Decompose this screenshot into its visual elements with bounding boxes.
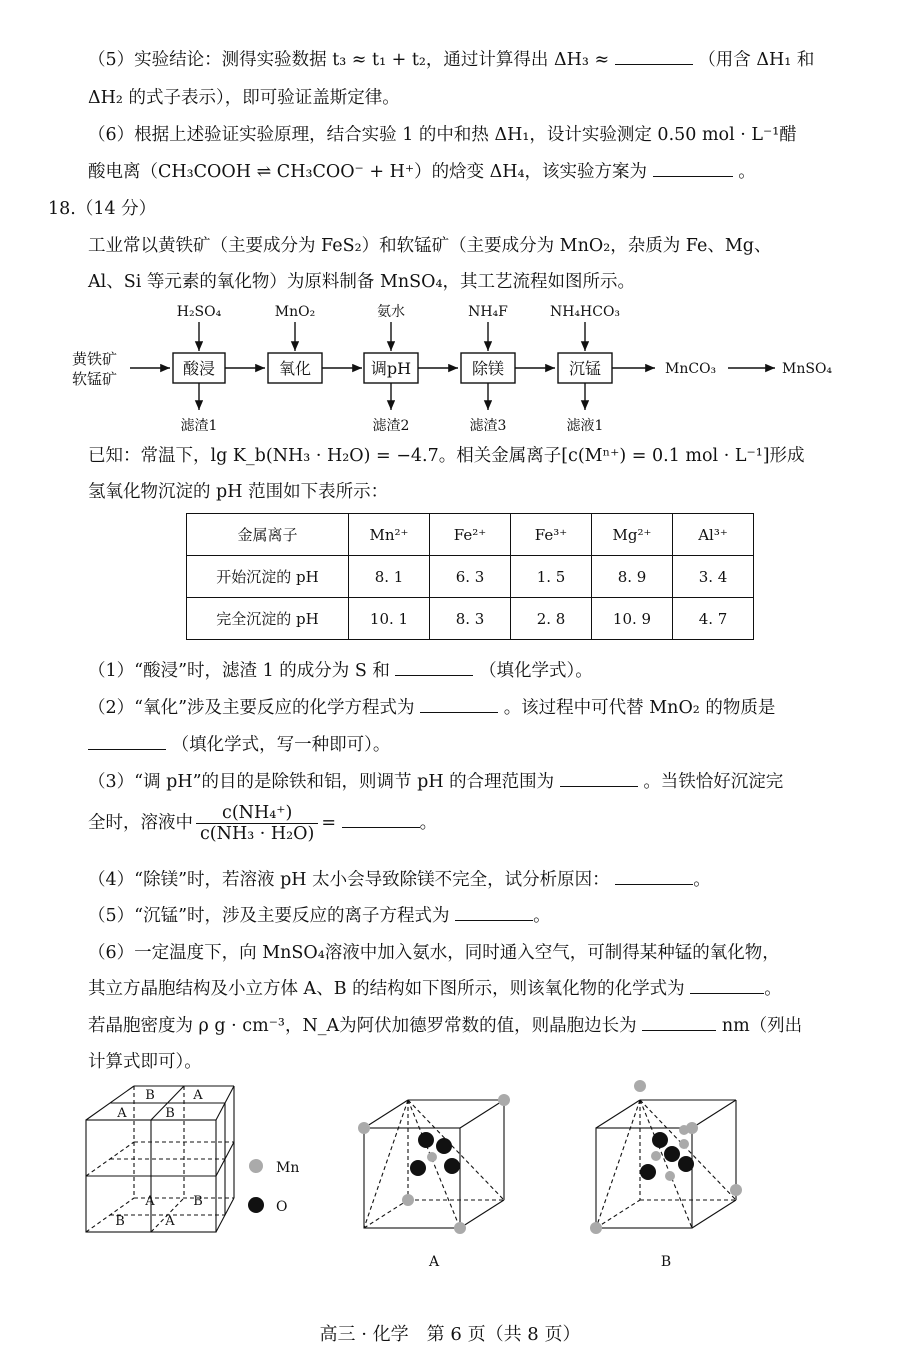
concentration-ratio-fraction bbox=[196, 803, 318, 844]
answer-blank bbox=[642, 1016, 716, 1031]
table-cell: 开始沉淀的 pH bbox=[187, 556, 349, 598]
q18-sub6-line2 bbox=[88, 977, 782, 1001]
punct: 。 bbox=[533, 906, 551, 926]
legend-mn-label: Mn bbox=[276, 1160, 300, 1176]
cell-label: B bbox=[145, 1088, 155, 1103]
q18-sub6-text-3-tail: nm（列出 bbox=[721, 1016, 803, 1036]
q17-part5-line2: ΔH₂ 的式子表示），即可验证盖斯定律。 bbox=[88, 88, 400, 108]
table-cell: 8. 9 bbox=[592, 556, 673, 598]
cube-a-diagram bbox=[358, 1094, 510, 1234]
q18-known-line1: 已知：常温下，lg K_b(NH₃ · H₂O) = −4.7。相关金属离子[c(Mⁿ⁺) = 0.1 mol · L⁻¹]形成 bbox=[88, 446, 805, 466]
waste-residue-3: 滤渣3 bbox=[469, 418, 507, 434]
q18-sub6-text: 其立方晶胞结构及小立方体 A、B 的结构如下图所示，则该氧化物的化学式为 bbox=[88, 979, 685, 999]
ph-precipitation-table bbox=[186, 513, 754, 640]
q18-sub4-text: （4）“除镁”时，若溶液 pH 太小会导致除镁不完全，试分析原因： bbox=[88, 870, 610, 890]
q18-sub3-text-2: 全时，溶液中 bbox=[88, 813, 193, 833]
q18-sub4 bbox=[88, 868, 711, 892]
table-cell: 6. 3 bbox=[430, 556, 511, 598]
table-cell: 3. 4 bbox=[673, 556, 754, 598]
q18-sub5-text: （5）“沉锰”时，涉及主要反应的离子方程式为 bbox=[88, 906, 450, 926]
step-label-adjust-ph: 调pH bbox=[370, 359, 412, 378]
waste-filtrate-1: 滤液1 bbox=[566, 418, 604, 434]
q18-intro-line1: 工业常以黄铁矿（主要成分为 FeS₂）和软锰矿（主要成分为 MnO₂，杂质为 Fe、Mg、 bbox=[88, 236, 772, 256]
fraction-numerator: c(NH₄⁺) bbox=[196, 803, 318, 824]
punct: 。 bbox=[693, 870, 711, 890]
process-flow-diagram bbox=[60, 296, 880, 438]
cube-b-diagram bbox=[590, 1080, 742, 1234]
mn-atom-legend-icon bbox=[249, 1159, 263, 1173]
table-cell: 1. 5 bbox=[511, 556, 592, 598]
reagent-nh4f: NH₄F bbox=[468, 304, 508, 320]
unit-cell-diagram bbox=[86, 1086, 234, 1232]
q18-sub6-line3 bbox=[88, 1014, 802, 1038]
cube-b-label: B bbox=[660, 1254, 672, 1270]
q18-sub3-text: （3）“调 pH”的目的是除铁和铝，则调节 pH 的合理范围为 bbox=[88, 772, 555, 792]
equals-sign: = bbox=[321, 813, 337, 833]
table-header-row bbox=[187, 514, 754, 556]
feed-pyrolusite-label: 软锰矿 bbox=[72, 370, 118, 388]
q18-sub2-line2 bbox=[88, 733, 390, 757]
q17-part6-line2 bbox=[88, 160, 756, 184]
q17-part6-line1: （6）根据上述验证实验原理，结合实验 1 的中和热 ΔH₁，设计实验测定 0.50 mol · L⁻¹醋 bbox=[88, 125, 797, 145]
cell-label: A bbox=[145, 1194, 155, 1209]
cell-label: A bbox=[165, 1214, 175, 1229]
cell-label: A bbox=[193, 1088, 203, 1103]
answer-blank bbox=[395, 661, 473, 676]
q17-part6-text: 酸电离（CH₃COOH ⇌ CH₃COO⁻ + H⁺）的焓变 ΔH₄，该实验方案为 bbox=[88, 162, 648, 182]
o-atom-legend-icon bbox=[248, 1197, 264, 1213]
q18-sub2-text-tail: 。该过程中可代替 MnO₂ 的物质是 bbox=[503, 698, 776, 718]
cube-a-label: A bbox=[428, 1254, 440, 1270]
q18-sub2-line1 bbox=[88, 696, 775, 720]
answer-blank bbox=[615, 50, 693, 65]
q18-number: 18.（14 分） bbox=[48, 199, 157, 219]
answer-blank bbox=[420, 698, 498, 713]
q18-sub5 bbox=[88, 904, 551, 928]
answer-blank bbox=[615, 870, 693, 885]
step-label-remove-mg: 除镁 bbox=[471, 359, 505, 378]
q18-sub3-text-tail: 。当铁恰好沉淀完 bbox=[643, 772, 784, 792]
answer-blank bbox=[653, 162, 733, 177]
q17-part5-text: （5）实验结论：测得实验数据 t₃ ≈ t₁ + t₂，通过计算得出 ΔH₃ ≈ bbox=[88, 50, 610, 70]
answer-blank bbox=[342, 813, 420, 828]
q17-part5-line1 bbox=[88, 48, 814, 72]
q18-sub1-text: （1）“酸浸”时，滤渣 1 的成分为 S 和 bbox=[88, 661, 390, 681]
table-header-cell: Al³⁺ bbox=[673, 514, 754, 556]
q18-known-line2: 氢氧化物沉淀的 pH 范围如下表所示： bbox=[88, 482, 389, 502]
q18-sub6-text-3: 若晶胞密度为 ρ g · cm⁻³，N_A为阿伏加德罗常数的值，则晶胞边长为 bbox=[88, 1016, 637, 1036]
reagent-mno2: MnO₂ bbox=[274, 304, 316, 320]
cell-label: B bbox=[115, 1214, 125, 1229]
q18-sub6-line1: （6）一定温度下，向 MnSO₄溶液中加入氨水，同时通入空气，可制得某种锰的氧化物， bbox=[88, 943, 780, 963]
q17-part5-text-tail: （用含 ΔH₁ 和 bbox=[698, 50, 815, 70]
answer-blank bbox=[690, 979, 764, 994]
q18-sub2-hint: （填化学式，写一种即可）。 bbox=[171, 735, 391, 755]
table-row bbox=[187, 556, 754, 598]
q18-sub6-line4: 计算式即可）。 bbox=[88, 1052, 202, 1072]
q18-sub2-text: （2）“氧化”涉及主要反应的化学方程式为 bbox=[88, 698, 415, 718]
table-cell: 完全沉淀的 pH bbox=[187, 598, 349, 640]
q18-sub3-line2 bbox=[88, 803, 437, 844]
page-footer: 高三 · 化学 第 6 页（共 8 页） bbox=[319, 1324, 581, 1345]
punct: 。 bbox=[419, 813, 438, 833]
step-label-acid-leach: 酸浸 bbox=[182, 359, 216, 378]
table-cell: 10. 9 bbox=[592, 598, 673, 640]
table-header-cell: Mg²⁺ bbox=[592, 514, 673, 556]
table-cell: 4. 7 bbox=[673, 598, 754, 640]
table-header-cell: Mn²⁺ bbox=[349, 514, 430, 556]
answer-blank bbox=[560, 772, 638, 787]
table-cell: 8. 3 bbox=[430, 598, 511, 640]
q18-intro-line2: Al、Si 等元素的氧化物）为原料制备 MnSO₄，其工艺流程如图所示。 bbox=[88, 272, 635, 292]
reagent-h2so4: H₂SO₄ bbox=[176, 304, 222, 320]
q18-sub1-tail: （填化学式）。 bbox=[479, 661, 593, 681]
table-header-cell: Fe²⁺ bbox=[430, 514, 511, 556]
q18-sub3-line1 bbox=[88, 770, 783, 794]
table-cell: 2. 8 bbox=[511, 598, 592, 640]
cell-label: B bbox=[165, 1106, 175, 1121]
fraction-denominator: c(NH₃ · H₂O) bbox=[200, 824, 315, 844]
product-mnso4: MnSO₄ bbox=[782, 361, 833, 377]
reagent-nh4hco3: NH₄HCO₃ bbox=[549, 304, 621, 320]
step-label-oxidation: 氧化 bbox=[278, 359, 312, 378]
table-cell: 10. 1 bbox=[349, 598, 430, 640]
product-mnco3: MnCO₃ bbox=[665, 361, 717, 377]
answer-blank bbox=[455, 906, 533, 921]
table-cell: 8. 1 bbox=[349, 556, 430, 598]
table-header-cell: Fe³⁺ bbox=[511, 514, 592, 556]
waste-residue-1: 滤渣1 bbox=[180, 418, 218, 434]
feed-pyrite-label: 黄铁矿 bbox=[72, 350, 118, 368]
step-label-precipitate-mn: 沉锰 bbox=[568, 359, 602, 378]
table-row bbox=[187, 598, 754, 640]
answer-blank bbox=[88, 735, 166, 750]
legend-o-label: O bbox=[276, 1199, 288, 1215]
waste-residue-2: 滤渣2 bbox=[372, 418, 410, 434]
cell-label: B bbox=[193, 1194, 203, 1209]
punct: 。 bbox=[738, 162, 756, 182]
q18-sub1 bbox=[88, 659, 593, 683]
crystal-structure-figure bbox=[70, 1080, 860, 1280]
cell-label: A bbox=[117, 1106, 127, 1121]
table-header-cell: 金属离子 bbox=[187, 514, 349, 556]
punct: 。 bbox=[764, 979, 782, 999]
reagent-ammonia: 氨水 bbox=[377, 304, 405, 320]
